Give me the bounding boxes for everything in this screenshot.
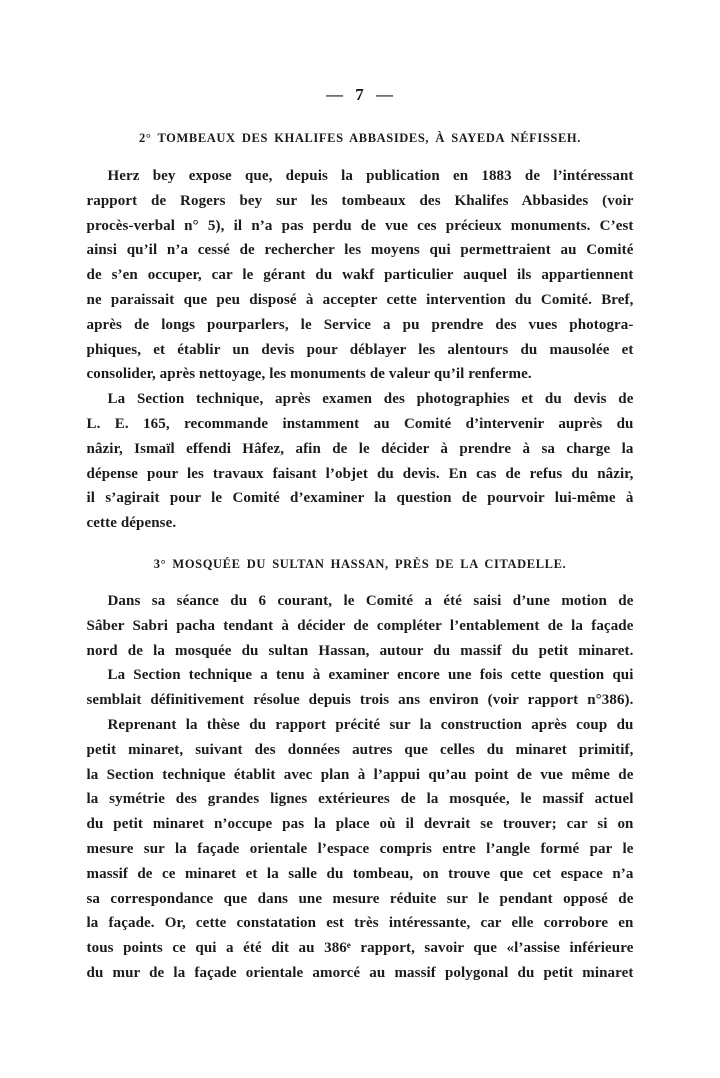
- text-line: semblait définitivement résolue depuis trois ans environ (voir rapport n°386).: [86, 692, 634, 709]
- section-heading-tombeaux-khalifes: 2° TOMBEAUX DES KHALIFES ABBASIDES, À SAYEDA NÉFISSEH.: [139, 131, 581, 145]
- text-line: cette dépense.: [86, 515, 177, 532]
- text-line: ne paraissait que peu disposé à accepter cette intervention du Comité. Bref,: [86, 291, 634, 308]
- text-line: sa correspondance que dans une mesure réduite sur le pendant opposé de: [86, 890, 634, 907]
- text-line: il s’agirait pour le Comité d’examiner la question de pourvoir lui-même à: [86, 490, 634, 507]
- text-line: après de longs pourparlers, le Service a pu prendre des vues photogra-: [86, 316, 634, 333]
- section-heading-mosquee-sultan-hassan: 3° MOSQUÉE DU SULTAN HASSAN, PRÈS DE LA CITADELLE.: [153, 556, 567, 571]
- text-line: massif de ce minaret et la salle du tombeau, on trouve que cet espace n’a: [86, 865, 634, 882]
- paragraph-seance-motion: [87, 589, 634, 663]
- text-line: L. E. 165, recommande instamment au Comité d’intervenir auprès du: [86, 415, 634, 432]
- text-line: procès-verbal n° 5), il n’a pas perdu de vue ces précieux monuments. C’est: [86, 217, 634, 234]
- text-line: mesure sur la façade orientale l’espace compris entre l’angle formé par le: [86, 840, 634, 857]
- text-line: dépense pour les travaux faisant l’objet du devis. En cas de refus du nâzir,: [86, 465, 634, 482]
- text-line: du petit minaret n’occupe pas la place où il devrait se trouver; car si on: [86, 816, 634, 833]
- paragraph-examen-question: [87, 663, 634, 713]
- text-line: Reprenant la thèse du rapport précité sur la construction après coup du: [107, 716, 634, 733]
- text-line: Sâber Sabri pacha tendant à décider de compléter l’entablement de la façade: [86, 617, 634, 634]
- text-line: tous points ce qui a été dit au 386ᵉ rapport, savoir que «l’assise inférieure: [86, 940, 634, 957]
- page-number: — 7 —: [326, 85, 394, 104]
- text-line: consolider, après nettoyage, les monuments de valeur qu’il renferme.: [86, 366, 532, 383]
- text-line: phiques, et établir un devis pour déblayer les alentours du mausolée et: [86, 341, 634, 358]
- text-line: du mur de la façade orientale amorcé au massif polygonal du petit minaret: [86, 964, 634, 981]
- text-line: nord de la mosquée du sultan Hassan, autour du massif du petit minaret.: [86, 642, 634, 659]
- text-line: La Section technique, après examen des photographies et du devis de: [107, 391, 634, 408]
- paragraph-section-technique-devis: [87, 387, 634, 536]
- text-line: Herz bey expose que, depuis la publication en 1883 de l’intéressant: [107, 168, 634, 184]
- text-line: rapport de Rogers bey sur les tombeaux des Khalifes Abbasides (voir: [86, 192, 634, 209]
- text-line: la façade. Or, cette constatation est très intéressante, car elle corrobore en: [86, 915, 634, 932]
- text-line: Dans sa séance du 6 courant, le Comité a été saisi d’une motion de: [107, 592, 634, 609]
- text-line: ainsi qu’il n’a cessé de rechercher les moyens qui permettraient au Comité: [86, 242, 634, 259]
- text-line: La Section technique a tenu à examiner encore une fois cette question qui: [107, 667, 634, 684]
- text-line: la Section technique établit avec plan à l’appui qu’au point de vue même de: [86, 766, 634, 783]
- text-line: petit minaret, suivant des données autres que celles du minaret primitif,: [86, 741, 634, 758]
- text-line: de s’en occuper, car le gérant du wakf particulier auquel ils appartiennent: [86, 267, 634, 284]
- paragraph-herz-bey-expose: [87, 164, 634, 387]
- text-line: la symétrie des grandes lignes extérieures de la mosquée, le massif actuel: [86, 791, 634, 808]
- page-content: [87, 0, 634, 986]
- paragraph-these-rapport-precite: [87, 713, 634, 986]
- text-line: nâzir, Ismaïl effendi Hâfez, afin de le décider à prendre à sa charge la: [86, 440, 634, 457]
